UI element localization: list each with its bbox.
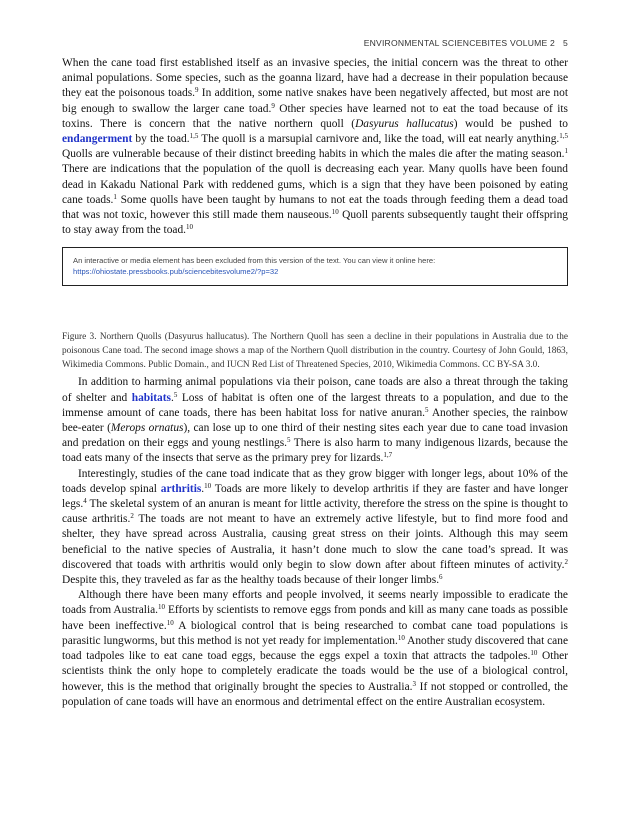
text-run: There are indications that the population of the quoll is decreasing each year. Many quolls have been found dead in Kakadu National Park with reddened gums, which is a sign that they have been poisoned by eating cane toads. (62, 163, 568, 206)
text-run: Quoll parents subsequently taught their offspring to stay away from the toad. (62, 209, 568, 237)
figure-caption: Figure 3. Northern Quolls (Dasyurus hallucatus). The Northern Quoll has seen a decline in their populations in Australia due to the poisonous Cane toad. The second image shows a map of the Northern Quoll distribution in the country. Courtesy of John Gould, 1863, Wikimedia Commons. Public Domain., and IUCN Red List of Threatened Species, 2010, Wikimedia Commons. CC BY-SA 3.0. (62, 332, 568, 371)
text-run: Some quolls have been taught by humans to not eat the toads through feeding them a dead toad that was not toxic, however this still made them nauseous. (62, 193, 568, 222)
paragraph-arthritis (62, 467, 568, 589)
citation: 5 (173, 390, 178, 399)
text-run: Loss of habitat is often one of the largest threats to a population, and due to the immense amount of cane toads, there has been habitat loss for native anuran. (62, 391, 568, 419)
paragraph-quoll-threat (62, 56, 568, 238)
text-run: ), can lose up to one third of their nesting sites each year due to cane toad invasion and predation on their eggs and young nestlings. (62, 422, 568, 450)
species-name: Merops ornatus (110, 422, 184, 435)
text-run: If not stopped or controlled, the population of cane toads will have an enormous and detrimental effect on the entire Australian ecosystem. (62, 680, 568, 708)
spacer (62, 286, 568, 330)
text-run: A biological control that is being researched to combat cane toad populations is parasitic lungworms, but this method is not yet ready for implementation. (62, 619, 568, 647)
citation: 1 (564, 147, 568, 156)
running-title: ENVIRONMENTAL SCIENCEBITES VOLUME 2 (363, 38, 556, 48)
text-run: There is also harm to many indigenous lizards, because the toad eats many of the insects that serve as the primary prey for lizards. (62, 437, 568, 465)
citation: 9 (271, 101, 275, 110)
paragraph-habitat (62, 375, 568, 466)
citation: 1,7 (383, 451, 393, 460)
text-run: . (170, 391, 174, 404)
text-run: In addition to harming animal populations via their poison, cane toads are also a threat through the taking of shelter and (62, 376, 568, 404)
text-run: Other scientists think the only hope to completely eradicate the toads would be the use of a biological control, however, this is the method that originally brought the species to Australia. (62, 650, 568, 693)
citation: 1,5 (559, 132, 568, 141)
text-run: Other species have learned not to eat the toad because of its toxins. There is concern that the native northern quoll ( (62, 102, 568, 130)
citation: 6 (439, 573, 443, 582)
citation: 5 (287, 436, 291, 445)
citation: 10 (158, 603, 166, 612)
text-run: In addition, some native snakes have been negatively affected, but most are not big enough to swallow the larger cane toad. (62, 87, 568, 115)
glossary-link-arthritis[interactable]: arthritis (160, 482, 202, 495)
text-run: Interestingly, studies of the cane toad indicate that as they grow bigger with longer legs, about 10% of the toads develop spinal (62, 467, 568, 495)
text-run: Toads are more likely to develop arthritis if they are faster and have longer legs. (62, 482, 568, 511)
citation: 3 (412, 679, 416, 688)
excluded-media-notice (62, 247, 568, 286)
citation: 10 (204, 481, 212, 490)
text-run: When the cane toad first established itself as an invasive species, the initial concern was the threat to other animal populations. Some species, such as the goanna lizard, have had a decrease in their population because they eat the poisonous toads. (62, 57, 568, 100)
text-run: The quoll is a marsupial carnivore and, like the toad, will eat nearly anything. (198, 133, 560, 146)
citation: 1 (113, 192, 117, 201)
citation: 10 (186, 223, 193, 232)
citation: 4 (83, 497, 87, 506)
article-body (62, 56, 568, 710)
citation: 1,5 (189, 132, 199, 141)
text-run: ) would be pushed to (453, 117, 568, 130)
text-run: Efforts by scientists to remove eggs from ponds and kill as many cane toads as possible have been ineffective. (62, 604, 568, 632)
citation: 10 (331, 208, 339, 217)
excluded-media-text: An interactive or media element has been excluded from this version of the text. You can view it online here: (73, 256, 436, 266)
citation: 9 (195, 86, 199, 95)
species-name: Dasyurus hallucatus (355, 117, 454, 130)
citation: 10 (397, 633, 405, 642)
text-run: Despite this, they traveled as far as the healthy toads because of their longer limbs. (62, 574, 440, 587)
text-run: The toads are not meant to have an extremely active lifestyle, but to find more food and shelter, they have spread across Australia, causing great stress on their joints. Although this may seem beneficial to the native species of Australia, it hasn’t done much to slow the cane toad’s spread. It was discovered that toads with arthritis would only begin to slow down after about fifteen minutes of activity. (62, 513, 568, 571)
text-run: by the toad. (132, 133, 190, 146)
page-number: 5 (563, 38, 568, 48)
text-run: Another species, the rainbow bee-eater ( (62, 406, 568, 435)
text-run: Quolls are vulnerable because of their distinct breeding habits in which the males die after the mating season. (62, 148, 565, 161)
citation: 2 (130, 512, 134, 521)
text-run: Although there have been many efforts and people involved, it seems nearly impossible to eradicate the toads from Australia. (62, 589, 568, 617)
citation: 5 (425, 405, 429, 414)
glossary-link-endangerment[interactable]: endangerment (62, 133, 133, 146)
text-run: Another study discovered that cane toad tadpoles like to eat cane toad eggs, because the eggs expel a toxin that attracts the tadpoles. (62, 634, 568, 663)
text-run: The skeletal system of an anuran is meant for little activity, therefore the stress on the spine is thought to cause arthritis. (62, 498, 568, 526)
citation: 10 (530, 649, 538, 658)
glossary-link-habitats[interactable]: habitats (131, 391, 171, 404)
excluded-media-link[interactable]: https://ohiostate.pressbooks.pub/sciencebitesvolume2/?p=32 (73, 267, 279, 277)
running-header (364, 38, 568, 48)
citation: 2 (564, 557, 568, 566)
text-run: . (201, 482, 205, 495)
paragraph-eradication (62, 588, 568, 710)
citation: 10 (166, 618, 174, 627)
